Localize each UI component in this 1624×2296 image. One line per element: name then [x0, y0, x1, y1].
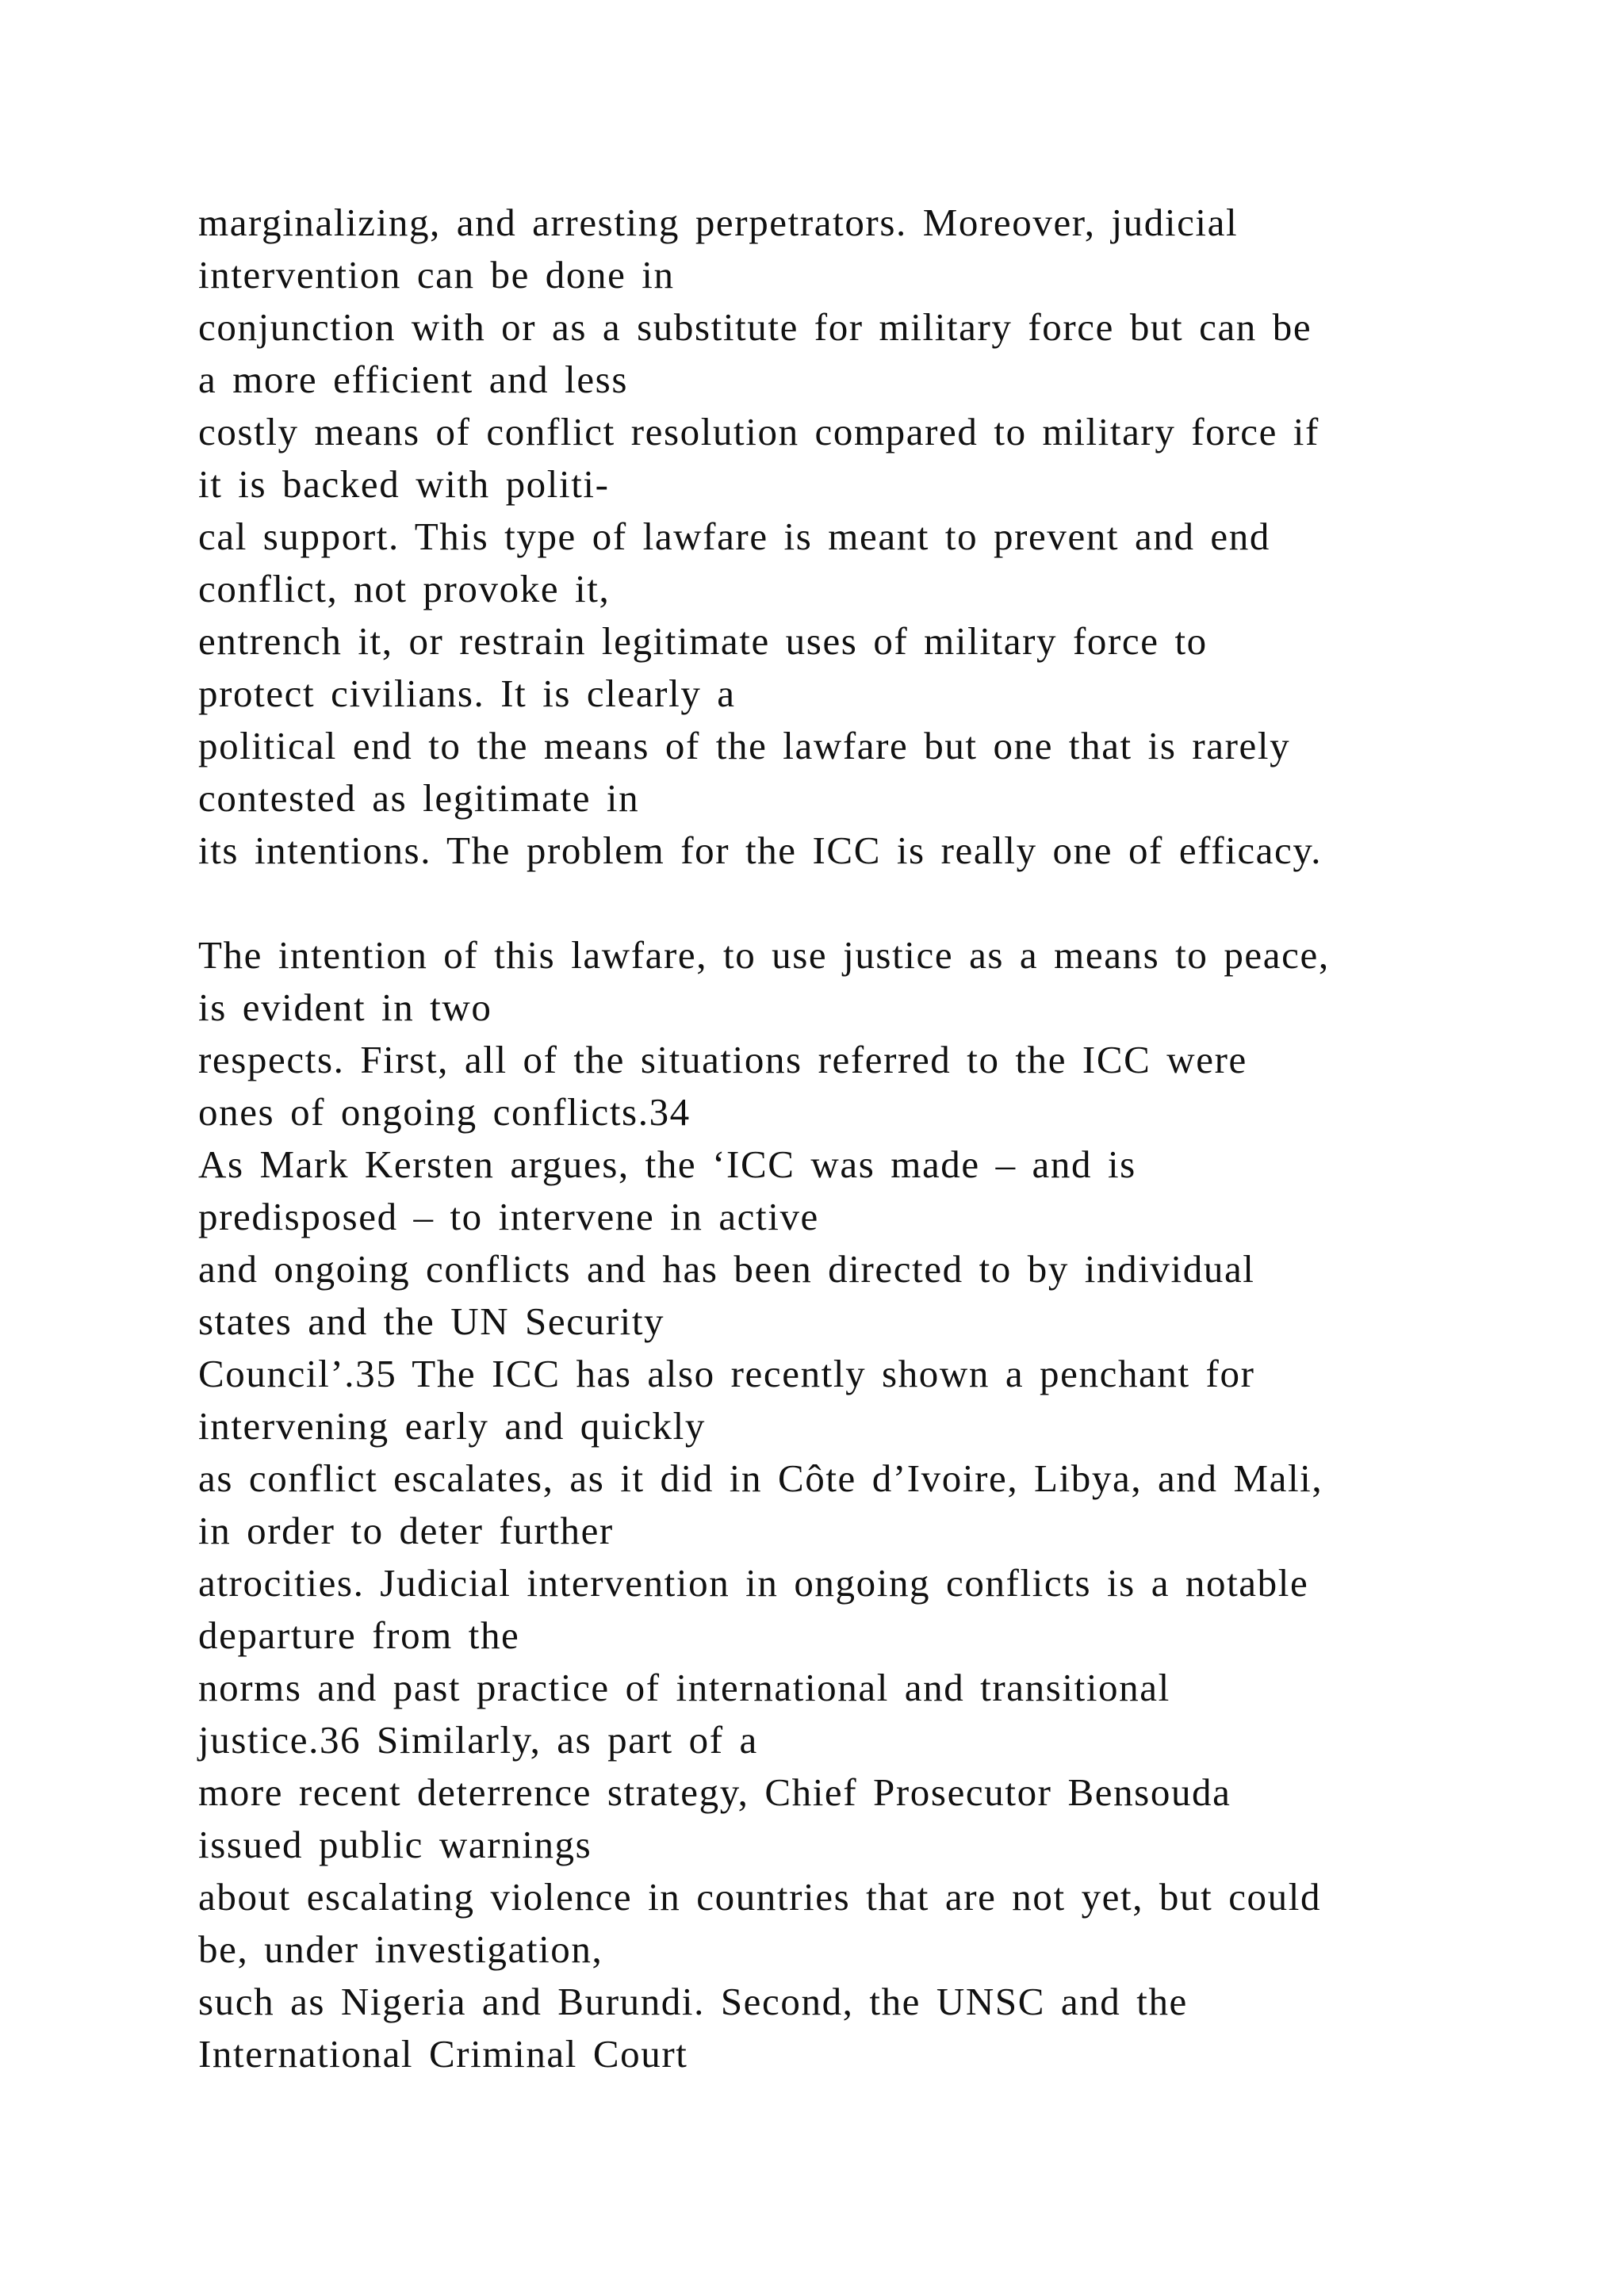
text-line: protect civilians. It is clearly a — [198, 672, 736, 715]
text-line: issued public warnings — [198, 1823, 592, 1866]
text-line: political end to the means of the lawfare but one that is rarely — [198, 724, 1291, 767]
text-line: states and the UN Security — [198, 1299, 665, 1343]
text-line: predisposed – to intervene in active — [198, 1195, 819, 1238]
text-line: ones of ongoing conflicts.34 — [198, 1090, 691, 1134]
text-line: costly means of conflict resolution compared to military force if — [198, 410, 1320, 453]
text-line: marginalizing, and arresting perpetrators. Moreover, judicial — [198, 201, 1239, 244]
text-line: be, under investigation, — [198, 1927, 603, 1971]
text-line: departure from the — [198, 1613, 520, 1657]
text-line: such as Nigeria and Burundi. Second, the UNSC and the — [198, 1980, 1188, 2023]
text-line: atrocities. Judicial intervention in ongoing conflicts is a notable — [198, 1561, 1309, 1605]
text-line: conjunction with or as a substitute for military force but can be — [198, 305, 1312, 349]
paragraph-2 — [198, 929, 1546, 2080]
paragraph-gap — [198, 877, 1546, 929]
text-line: its intentions. The problem for the ICC is really one of efficacy. — [198, 828, 1323, 872]
text-line: entrench it, or restrain legitimate uses of military force to — [198, 619, 1208, 663]
text-line: Council’.35 The ICC has also recently shown a penchant for — [198, 1352, 1255, 1395]
text-line: more recent deterrence strategy, Chief Prosecutor Bensouda — [198, 1770, 1231, 1814]
text-line: contested as legitimate in — [198, 776, 640, 820]
text-line: As Mark Kersten argues, the ‘ICC was made – and is — [198, 1142, 1136, 1186]
text-line: and ongoing conflicts and has been directed to by individual — [198, 1247, 1255, 1291]
body-text — [198, 197, 1546, 2080]
text-line: intervention can be done in — [198, 253, 675, 297]
text-line: about escalating violence in countries that are not yet, but could — [198, 1875, 1322, 1919]
text-line: as conflict escalates, as it did in Côte d’Ivoire, Libya, and Mali, — [198, 1456, 1323, 1500]
text-line: it is backed with politi- — [198, 462, 610, 506]
text-line: a more efficient and less — [198, 358, 629, 401]
text-line: in order to deter further — [198, 1509, 614, 1552]
text-line: conflict, not provoke it, — [198, 567, 611, 610]
text-line: is evident in two — [198, 985, 492, 1029]
text-line: norms and past practice of international and transitional — [198, 1666, 1170, 1709]
text-line: respects. First, all of the situations referred to the ICC were — [198, 1038, 1247, 1081]
text-line: International Criminal Court — [198, 2032, 688, 2076]
text-line: cal support. This type of lawfare is meant to prevent and end — [198, 515, 1270, 558]
text-line: The intention of this lawfare, to use justice as a means to peace, — [198, 933, 1330, 977]
paragraph-1 — [198, 197, 1546, 877]
text-line: intervening early and quickly — [198, 1404, 706, 1448]
text-line: justice.36 Similarly, as part of a — [198, 1718, 758, 1762]
